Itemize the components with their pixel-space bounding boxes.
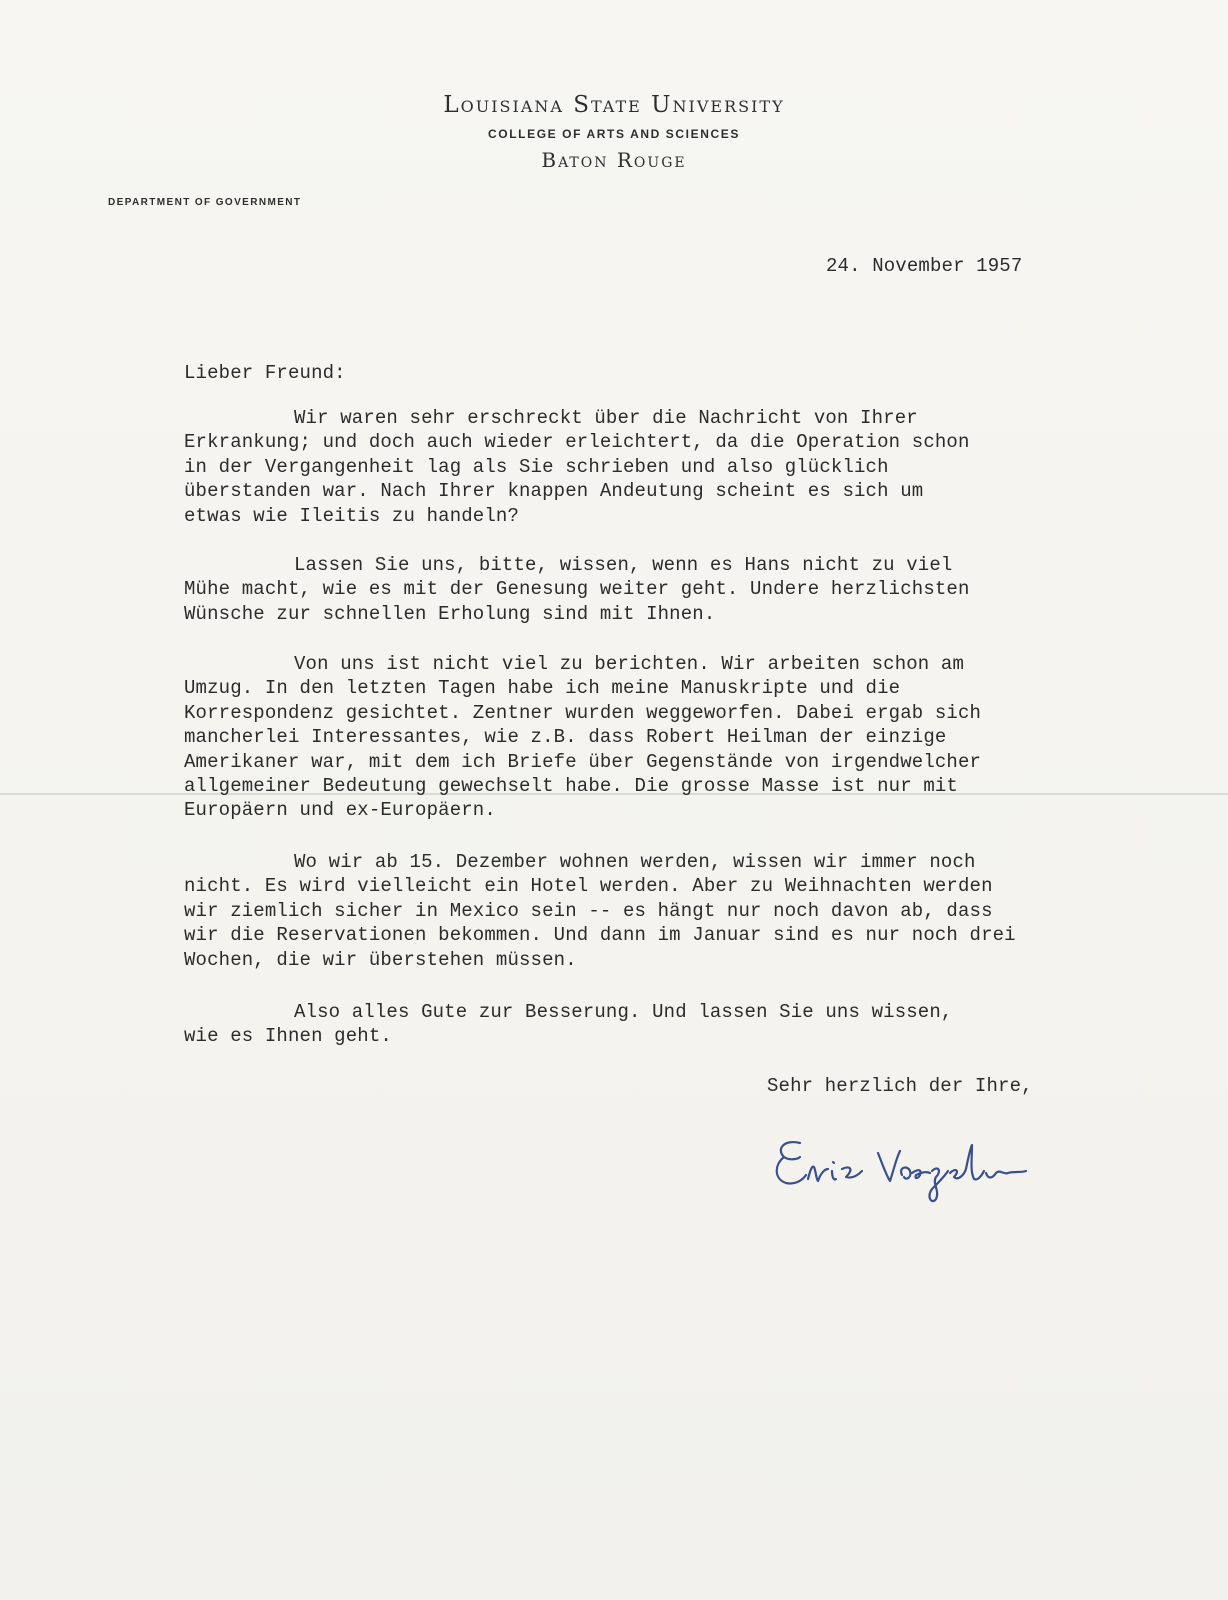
signature-graphic — [770, 1135, 1050, 1207]
letterhead-city: Baton Rouge — [541, 148, 687, 172]
closing-line: Sehr herzlich der Ihre, — [767, 1075, 1033, 1097]
letterhead-department: DEPARTMENT OF GOVERNMENT — [108, 197, 302, 208]
body-paragraph-2: Lassen Sie uns, bitte, wissen, wenn es Hans nicht zu viel Mühe macht, wie es mit der Genesung weiter geht. Undere herzlichsten Wünsche zur schnellen Erholung sind mit Ihnen. — [184, 554, 970, 625]
salutation: Lieber Freund: — [184, 362, 346, 384]
letterhead-college: COLLEGE OF ARTS AND SCIENCES — [488, 127, 740, 141]
body-paragraph-4: Wo wir ab 15. Dezember wohnen werden, wissen wir immer noch nicht. Es wird vielleicht ein Hotel werden. Aber zu Weihnachten werden wir ziemlich sicher in Mexico sein -- es hängt nur noch davon ab, dass wir die Reservationen bekommen. Und dann im Januar sind es nur noch drei Wochen, die wir überstehen müssen. — [184, 851, 1016, 971]
letterhead-university: Louisiana State University — [443, 92, 785, 118]
body-paragraph-3: Von uns ist nicht viel zu berichten. Wir arbeiten schon am Umzug. In den letzten Tagen habe ich meine Manuskripte und die Korrespondenz gesichtet. Zentner wurden weggeworfen. Dabei ergab sich mancherlei Interessantes, wie z.B. dass Robert Heilman der einzige Amerikaner war, mit dem ich Briefe über Gegenstände von irgendwelcher allgemeiner Bedeutung gewechselt habe. Die grosse Masse ist nur mit Europäern und ex-Europäern. — [184, 653, 982, 822]
letter-date: 24. November 1957 — [826, 255, 1023, 277]
body-paragraph-1: Wir waren sehr erschreckt über die Nachricht von Ihrer Erkrankung; und doch auch wieder erleichtert, da die Operation schon in der Vergangenheit lag als Sie schrieben und also glücklich überstanden war. Nach Ihrer knappen Andeutung scheint es sich um etwas wie Ileitis zu handeln? — [184, 407, 970, 527]
handwritten-signature — [770, 1135, 1050, 1207]
body-paragraph-5: Also alles Gute zur Besserung. Und lassen Sie uns wissen, wie es Ihnen geht. — [184, 1001, 953, 1048]
